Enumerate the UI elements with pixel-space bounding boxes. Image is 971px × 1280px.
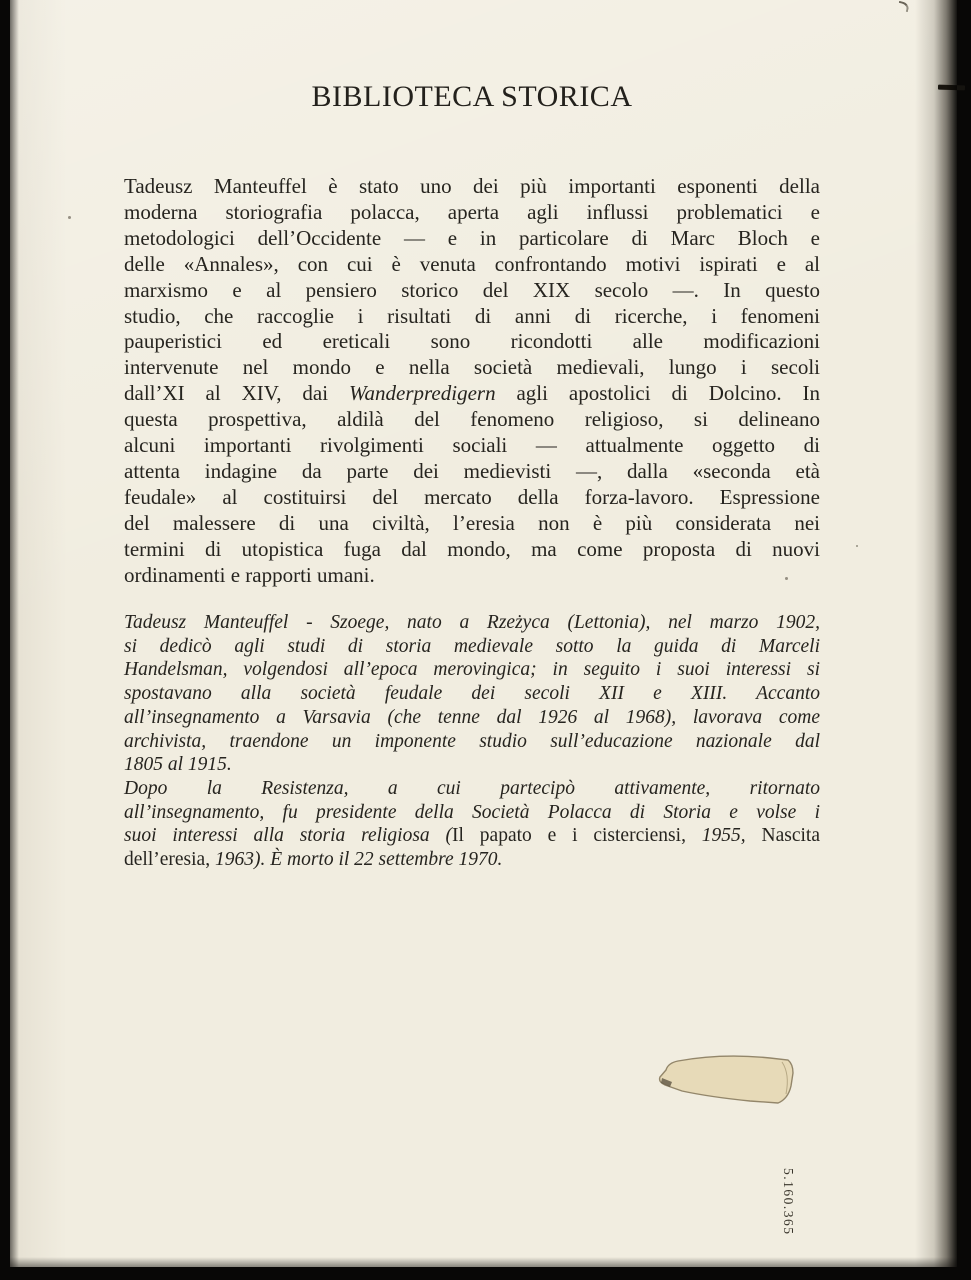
text-segment: attenta indagine da parte dei medievisti —, dalla «seconda età <box>124 458 820 483</box>
text-segment: 1805 al 1915. <box>124 754 232 776</box>
text-segment: metodologici dell’Occidente — e in particolare di Marc Bloch e <box>124 225 820 250</box>
text-line <box>124 485 820 511</box>
text-line <box>124 252 820 278</box>
catalog-number: 5.160.365 <box>781 1168 796 1236</box>
text-segment: Tadeusz Manteuffel - Szoege, nato a Rzeżyca (Lettonia), nel marzo 1902, <box>124 612 820 633</box>
text-line <box>124 355 820 381</box>
text-line <box>124 433 820 459</box>
text-line <box>124 329 820 355</box>
text-segment: studio, che raccoglie i risultati di anni di ricerche, i fenomeni <box>124 303 820 328</box>
text-line <box>124 824 820 848</box>
text-line <box>124 635 820 659</box>
text-segment: ordinamenti e rapporti umani. <box>124 562 375 587</box>
text-line <box>124 537 820 563</box>
intro-paragraph-block <box>124 174 820 589</box>
scan-speck <box>785 577 788 580</box>
text-segment: archivista, traendone un imponente studio sull’educazione nazionale dal <box>124 730 820 752</box>
page-bottom-shadow <box>10 1257 957 1267</box>
text-line <box>124 658 820 682</box>
text-line <box>124 682 820 706</box>
text-line <box>124 801 820 825</box>
text-line <box>124 511 820 537</box>
paragraph-bio-1 <box>124 611 820 777</box>
text-line <box>124 563 820 589</box>
paragraph-intro <box>124 174 820 589</box>
text-segment: termini di utopistica fuga dal mondo, ma come proposta di nuovi <box>124 536 820 561</box>
text-segment: si dedicò agli studi di storia medievale sotto la guida di Marceli <box>124 635 820 657</box>
text-segment: agli apostolici di Dolcino. In <box>495 381 821 406</box>
text-segment: moderna storiografia polacca, aperta agli influssi problematici e <box>124 199 820 224</box>
text-line <box>124 381 820 407</box>
text-line <box>124 706 820 730</box>
text-segment: marxismo e al pensiero storico del XIX secolo —. In questo <box>124 277 820 302</box>
text-line <box>124 459 820 485</box>
text-segment: del malessere di una civiltà, l’eresia non è più considerata nei <box>124 510 820 535</box>
text-line <box>124 200 820 226</box>
text-segment: all’insegnamento a Varsavia (che tenne dal 1926 al 1968), lavorava come <box>124 706 820 728</box>
book-back-cover-page <box>10 0 957 1267</box>
text-line <box>124 777 820 801</box>
series-title: BIBLIOTECA STORICA <box>311 80 633 113</box>
page-left-shadow <box>10 0 19 1267</box>
text-segment: dall’XI al XIV, dai <box>124 381 349 406</box>
text-segment: dell’eresia, <box>124 849 215 871</box>
text-segment: delle «Annales», con cui è venuta confrontando motivi ispirati e al <box>124 251 820 276</box>
scan-speck <box>856 545 858 547</box>
text-segment: 1955, <box>701 825 762 847</box>
text-segment: questa prospettiva, aldilà del fenomeno religioso, si delineano <box>124 407 820 432</box>
text-segment: spostavano alla società feudale dei secoli XII e XIII. Accanto <box>124 683 820 705</box>
text-line <box>124 304 820 330</box>
author-bio-block <box>124 611 820 872</box>
text-line <box>124 848 820 872</box>
text-segment: Dopo la Resistenza, a cui partecipò attivamente, ritornato <box>124 777 820 799</box>
text-line <box>124 730 820 754</box>
text-line <box>124 278 820 304</box>
text-segment: Nascita <box>761 825 820 847</box>
scan-speck <box>68 216 71 219</box>
text-segment: 1963). È morto il 22 settembre 1970. <box>214 849 503 871</box>
text-segment: alcuni importanti rivolgimenti sociali — attualmente oggetto di <box>124 433 820 458</box>
text-segment: Wanderpredigern <box>348 381 496 406</box>
text-segment: all’insegnamento, fu presidente della Società Polacca di Storia e volse i <box>124 801 820 823</box>
text-segment: feudale» al costituirsi del mercato della forza-lavoro. Espressione <box>124 484 820 509</box>
corner-pen-mark <box>897 1 910 12</box>
text-line <box>124 174 820 200</box>
text-line <box>124 753 820 777</box>
paragraph-bio-2 <box>124 777 820 872</box>
text-line <box>124 226 820 252</box>
text-segment: Handelsman, volgendosi all’epoca merovingica; in seguito i suoi interessi si <box>124 659 820 681</box>
text-line <box>124 407 820 433</box>
text-segment: suoi interessi alla storia religiosa ( <box>124 825 453 847</box>
text-segment: Il papato e i cisterciensi, <box>452 825 702 847</box>
text-line <box>124 611 820 635</box>
text-segment: intervenute nel mondo e nella società medievali, lungo i secoli <box>124 355 820 380</box>
text-segment: pauperistici ed ereticali sono ricondotti alle modificazioni <box>124 329 820 354</box>
sticker-residue-stain <box>652 1050 814 1112</box>
text-segment: Tadeusz Manteuffel è stato uno dei più importanti esponenti della <box>124 174 820 198</box>
page-right-shadow <box>915 0 957 1267</box>
